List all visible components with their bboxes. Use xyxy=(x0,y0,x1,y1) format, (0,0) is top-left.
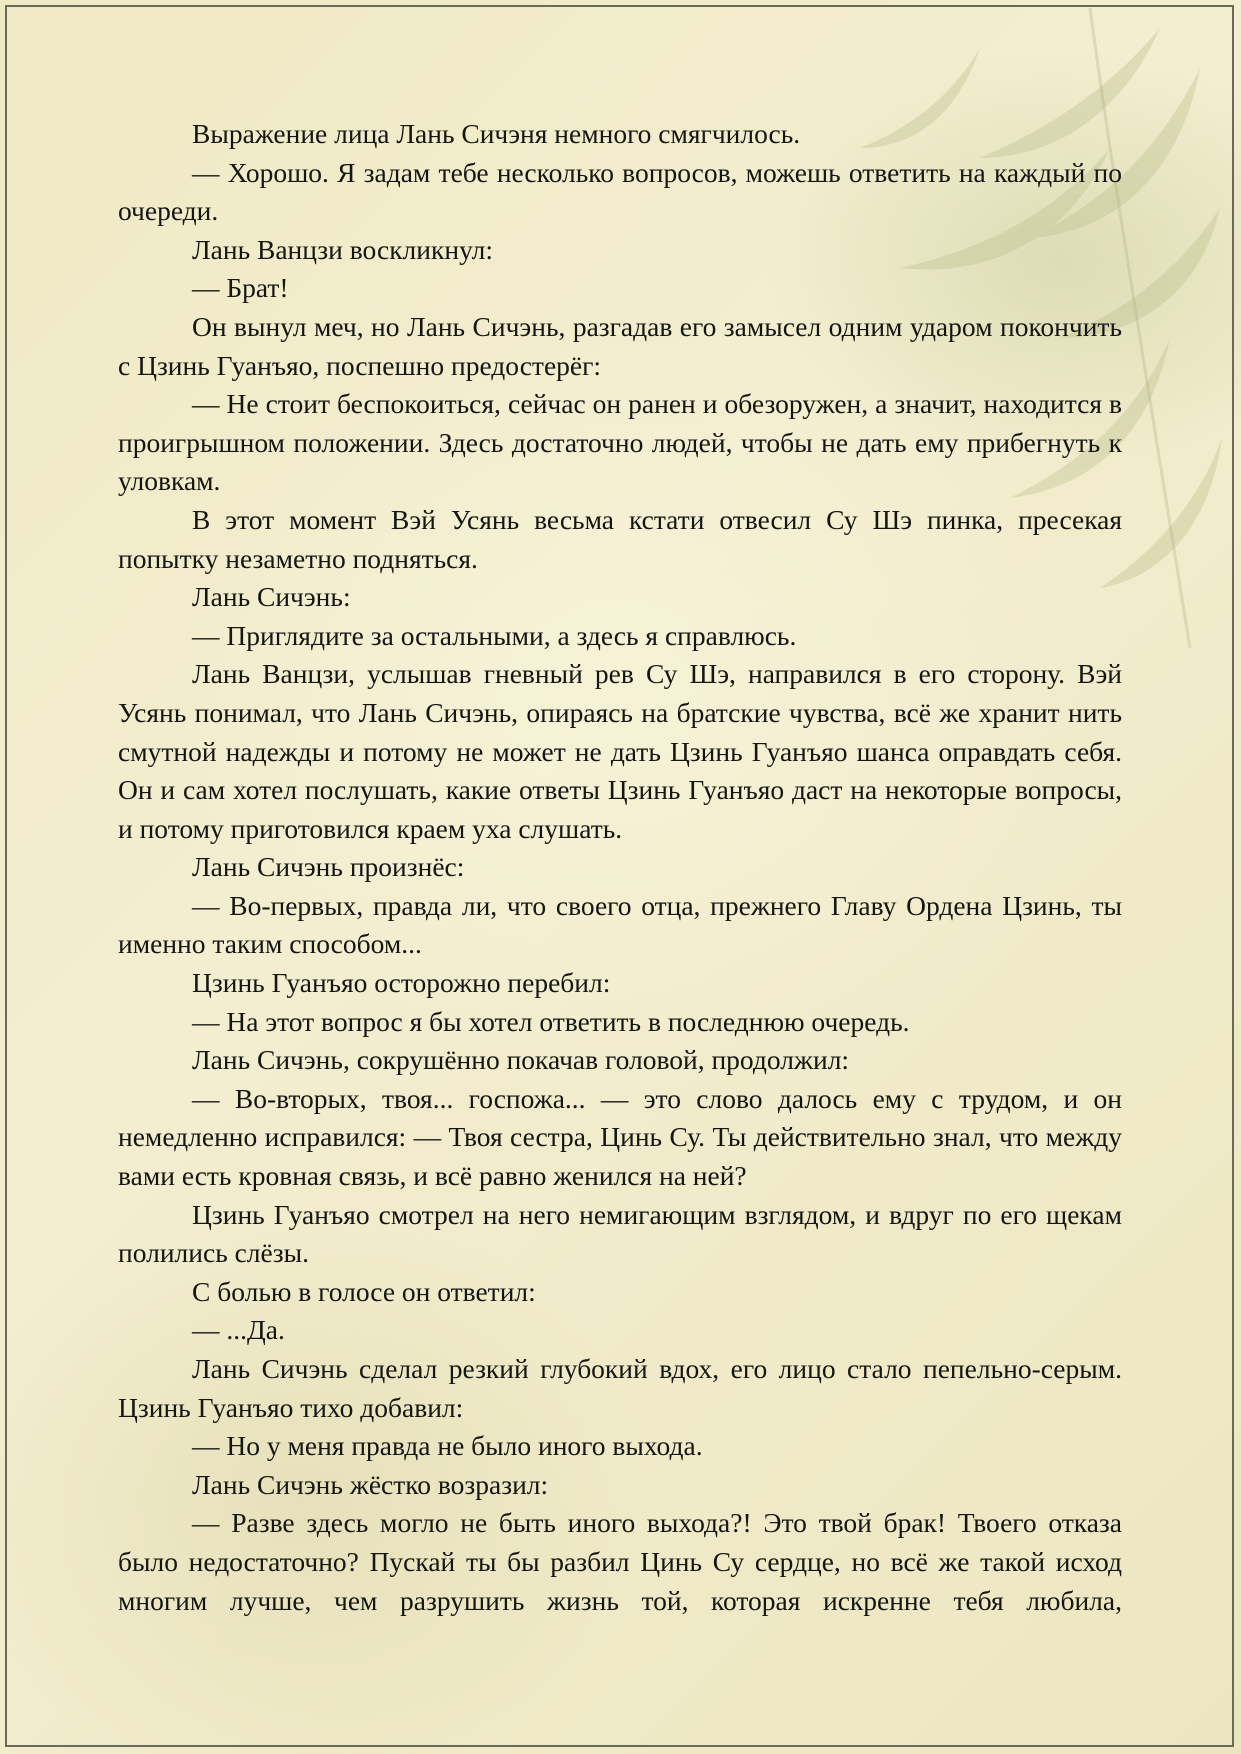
paragraph: — ...Да. xyxy=(192,1314,285,1346)
paragraph: Лань Ванцзи, услышав гневный рев Су Шэ, направился в его сторону. Вэй Усянь понимал, что Лань Сичэнь, опираясь на братские чувства, всё же хранит нить смутной надежды и потому не может не дать Цзинь Гуанъяо шанса оправдать себя. Он и сам хотел послушать, какие ответы Цзинь Гуанъяо даст на некоторые вопросы, и потому приготовился краем уха слушать. xyxy=(118,658,1122,844)
paragraph: — Но у меня правда не было иного выхода. xyxy=(192,1430,703,1462)
paragraph: Цзинь Гуанъяо осторожно перебил: xyxy=(192,967,611,999)
paragraph: — Во-первых, правда ли, что своего отца, прежнего Главу Ордена Цзинь, ты именно таким способом... xyxy=(118,889,1122,960)
paragraph: Лань Сичэнь: xyxy=(192,581,351,613)
paragraph: В этот момент Вэй Усянь весьма кстати отвесил Су Шэ пинка, пресекая попытку незаметно подняться. xyxy=(118,503,1122,574)
paragraph: Выражение лица Лань Сичэня немного смягчилось. xyxy=(192,118,801,149)
paragraph: — Приглядите за остальными, а здесь я справлюсь. xyxy=(192,619,797,651)
paragraph: Лань Сичэнь жёстко возразил: xyxy=(192,1468,549,1500)
paragraph: — Во-вторых, твоя... госпожа... — это слово далось ему с трудом, и он немедленно исправился: — Твоя сестра, Цинь Су. Ты действительно знал, что между вами есть кровная связь, и всё равно женился на ней? xyxy=(118,1082,1122,1192)
paragraph: Он вынул меч, но Лань Сичэнь, разгадав его замысел одним ударом покончить с Цзинь Гуанъяо, поспешно предостерёг: xyxy=(118,310,1122,381)
paragraph: Лань Ванцзи воскликнул: xyxy=(192,233,493,265)
paragraph: — Хорошо. Я задам тебе несколько вопросов, можешь ответить на каждый по очереди. xyxy=(118,156,1122,227)
document-text xyxy=(118,115,1122,1620)
paragraph: Цзинь Гуанъяо смотрел на него немигающим взглядом, и вдруг по его щекам полились слёзы. xyxy=(118,1198,1122,1269)
paragraph: С болью в голосе он ответил: xyxy=(192,1275,536,1307)
paragraph: Лань Сичэнь, сокрушённо покачав головой, продолжил: xyxy=(192,1044,850,1076)
paragraph: — Разве здесь могло не быть иного выхода?! Это твой брак! Твоего отказа было недостаточно? Пускай ты бы разбил Цинь Су сердце, но всё же такой исход многим лучше, чем разрушить жизнь той, которая искренне тебя любила, xyxy=(118,1507,1122,1616)
paragraph: Лань Сичэнь сделал резкий глубокий вдох, его лицо стало пепельно-серым. Цзинь Гуанъяо тихо добавил: xyxy=(118,1353,1122,1423)
paragraph: Лань Сичэнь произнёс: xyxy=(192,851,465,883)
paragraph: — На этот вопрос я бы хотел ответить в последнюю очередь. xyxy=(192,1005,910,1037)
paragraph: — Брат! xyxy=(192,272,289,304)
paragraph: — Не стоит беспокоиться, сейчас он ранен и обезоружен, а значит, находится в проигрышном положении. Здесь достаточно людей, чтобы не дать ему прибегнуть к уловкам. xyxy=(118,388,1122,497)
